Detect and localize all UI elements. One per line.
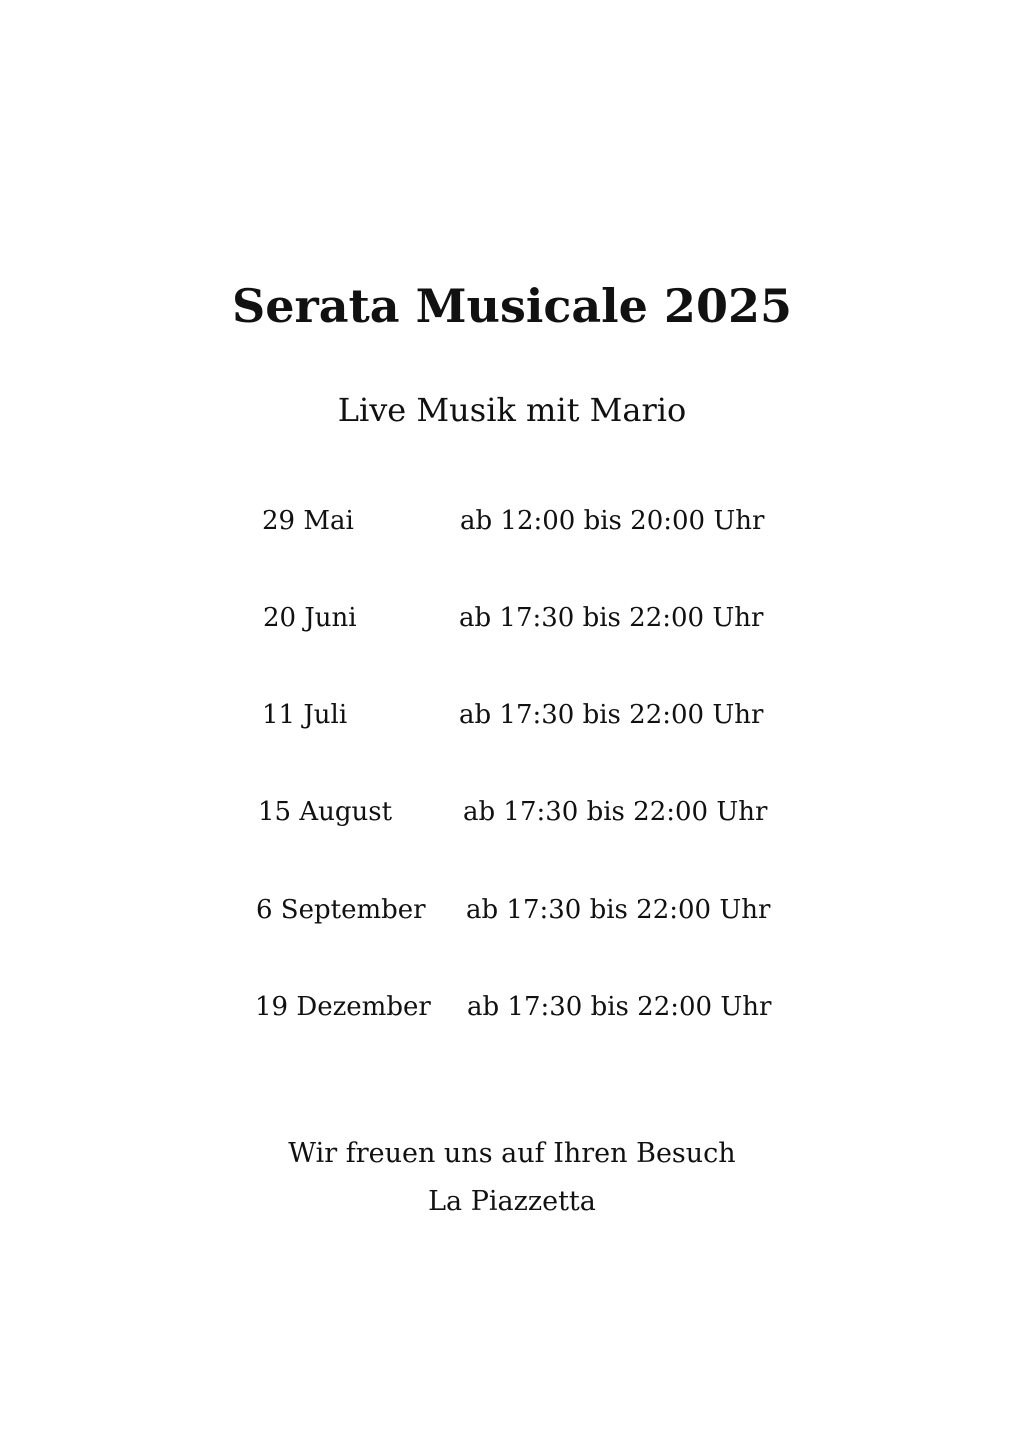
schedule-date: 19 Dezember	[255, 992, 431, 1022]
schedule-row	[0, 598, 1024, 638]
schedule-row	[0, 987, 1024, 1027]
footer-greeting: Wir freuen uns auf Ihren Besuch	[288, 1138, 736, 1169]
schedule-date: 15 August	[258, 797, 393, 827]
schedule-date: 29 Mai	[262, 506, 354, 536]
schedule-time: ab 17:30 bis 22:00 Uhr	[463, 797, 768, 827]
schedule-time: ab 17:30 bis 22:00 Uhr	[467, 992, 772, 1022]
schedule-time: ab 17:30 bis 22:00 Uhr	[459, 603, 764, 633]
page-title: Serata Musicale 2025	[232, 279, 792, 333]
page-subtitle: Live Musik mit Mario	[337, 391, 687, 429]
schedule-date: 6 September	[256, 895, 426, 925]
schedule-row	[0, 501, 1024, 541]
schedule-date: 20 Juni	[263, 603, 357, 633]
schedule-date: 11 Juli	[262, 700, 348, 730]
schedule-row	[0, 792, 1024, 832]
footer-venue: La Piazzetta	[428, 1186, 596, 1217]
schedule-row	[0, 890, 1024, 930]
schedule-row	[0, 695, 1024, 735]
schedule-time: ab 12:00 bis 20:00 Uhr	[460, 506, 765, 536]
schedule-time: ab 17:30 bis 22:00 Uhr	[459, 700, 764, 730]
schedule-time: ab 17:30 bis 22:00 Uhr	[466, 895, 771, 925]
